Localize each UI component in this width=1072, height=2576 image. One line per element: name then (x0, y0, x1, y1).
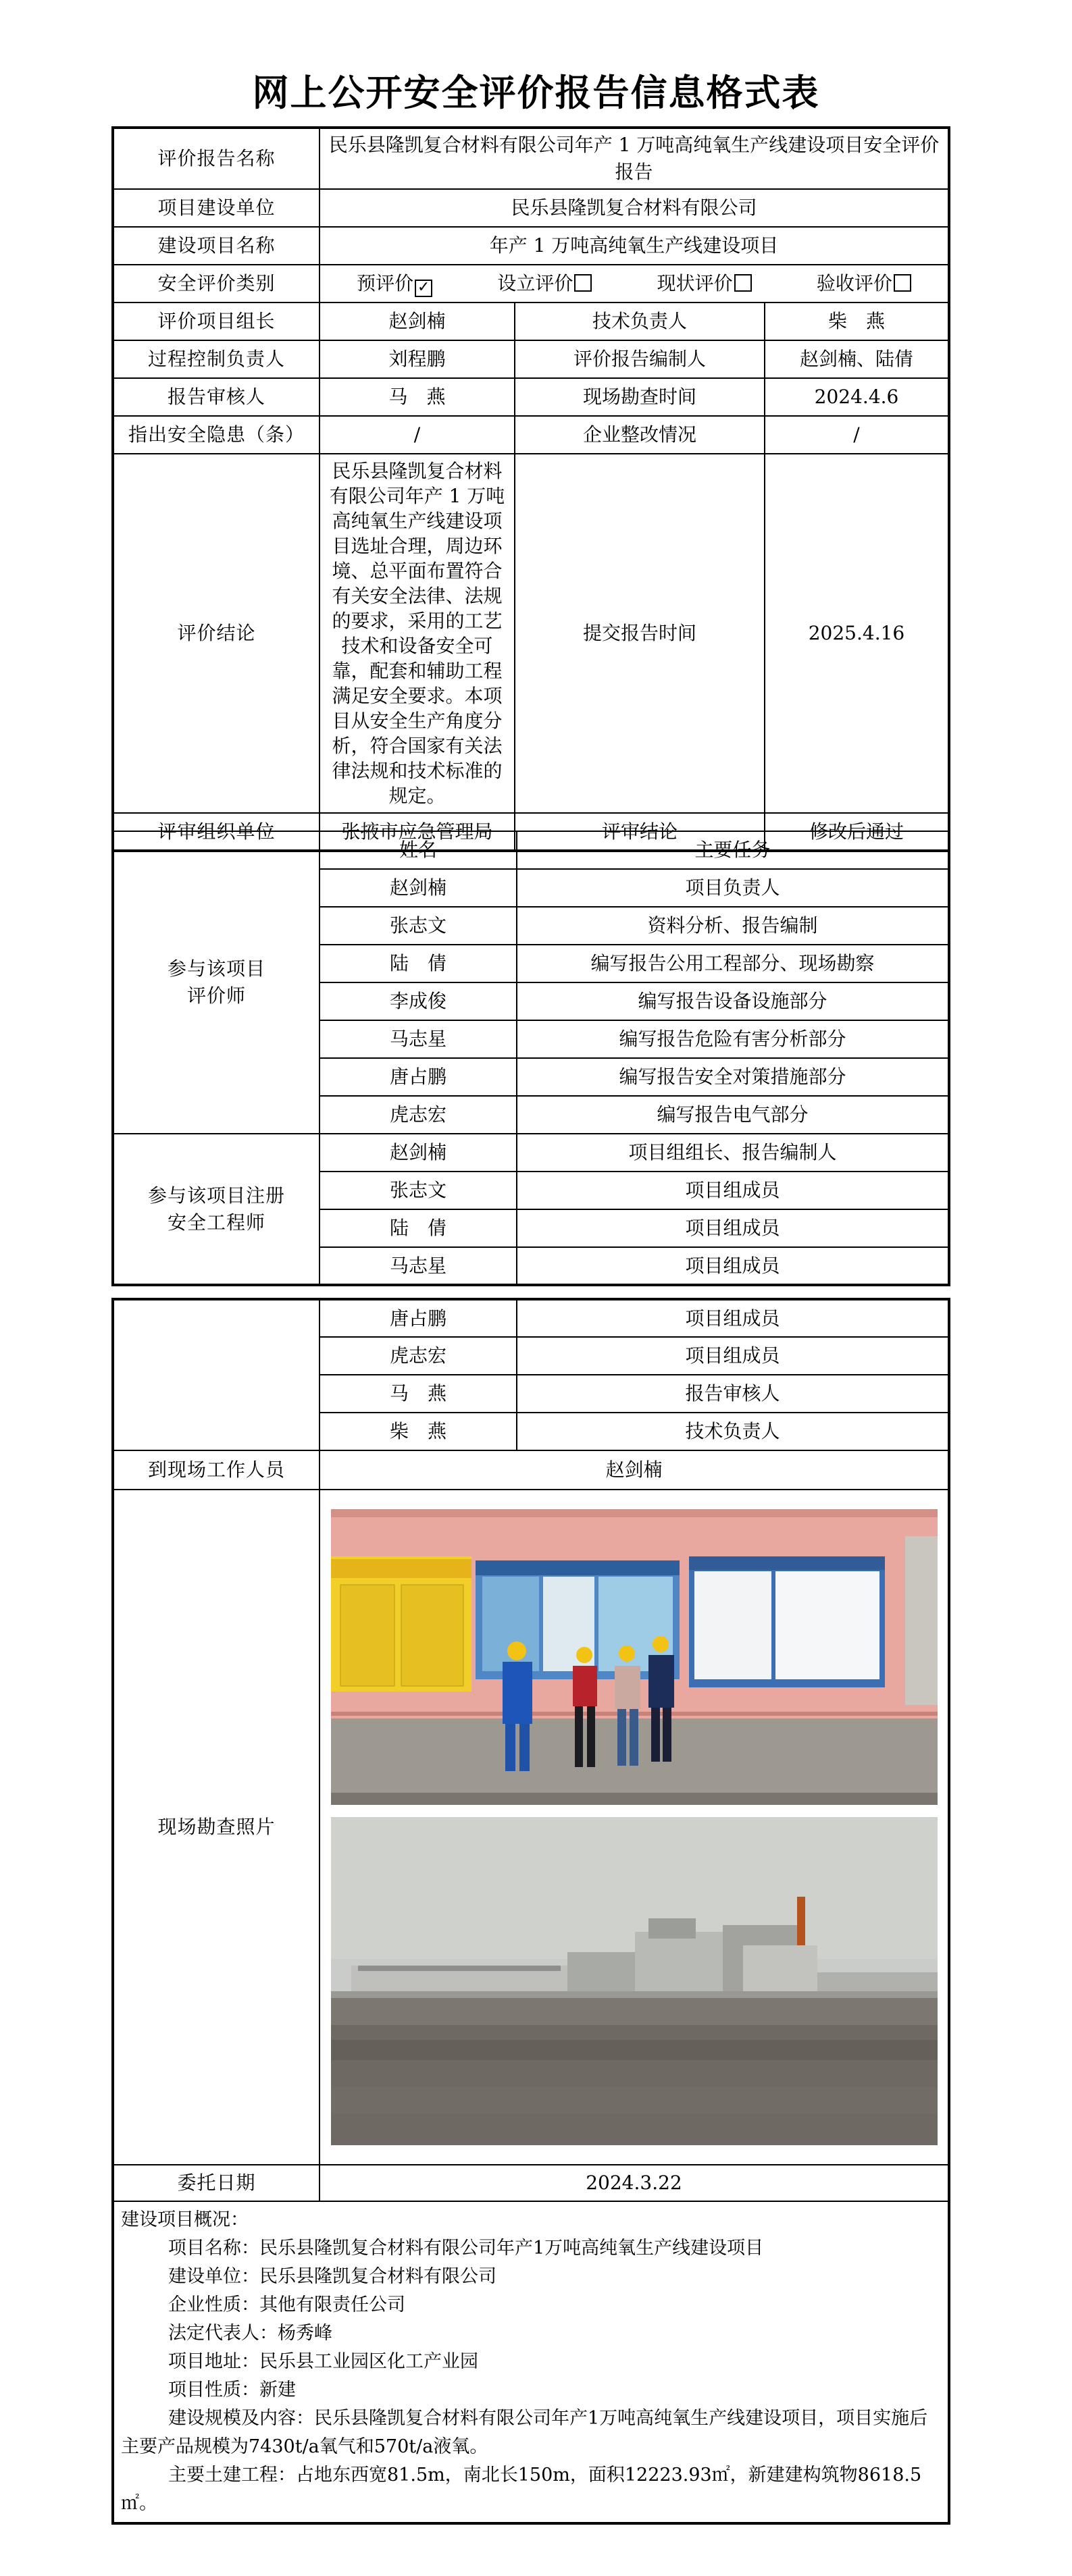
report-name-label: 评价报告名称 (113, 128, 320, 189)
overview-title: 建设项目概况： (121, 2209, 249, 2230)
engineer-task: 项目组成员 (517, 1247, 949, 1285)
category-label: 安全评价类别 (113, 265, 320, 303)
engineer-task: 项目组成员 (517, 1337, 949, 1375)
personnel-table (111, 831, 950, 1286)
assessor-name: 唐占鹏 (320, 1058, 517, 1096)
entrust: 2024.3.22 (320, 2165, 949, 2201)
overview-civil: 主要土建工程：占地东西宽81.5m，南北长150m，面积12223.93㎡，新建建构筑物8618.5㎡。 (121, 2465, 922, 2514)
builder: 民乐县隆凯复合材料有限公司 (320, 189, 949, 227)
col-task: 主要任务 (517, 831, 949, 869)
review-org-label: 评审组织单位 (113, 813, 320, 851)
category-pre: 预评价 ✓ (357, 270, 432, 297)
assessor-name: 张志文 (320, 907, 517, 945)
info-table-2 (111, 1298, 950, 2525)
info-table-1 (111, 126, 950, 852)
project-overview (113, 2201, 949, 2523)
assessor-task: 编写报告危险有害分析部分 (517, 1020, 949, 1058)
submit-label: 提交报告时间 (515, 454, 765, 813)
site-photo-plant-image (331, 1817, 938, 2145)
hazards-label: 指出安全隐患（条） (113, 416, 320, 454)
page-title: 网上公开安全评价报告信息格式表 (252, 72, 820, 114)
photos-label: 现场勘查照片 (113, 1490, 320, 2165)
project-label: 建设项目名称 (113, 227, 320, 265)
overview-rep: 法定代表人：杨秀峰 (168, 2323, 332, 2344)
leader-label: 评价项目组长 (113, 303, 320, 340)
engineer-task: 技术负责人 (517, 1413, 949, 1450)
overview-addr: 项目地址：民乐县工业园区化工产业园 (168, 2351, 478, 2372)
overview-nature: 企业性质：其他有限责任公司 (168, 2294, 405, 2315)
category-accept: 验收评价 (817, 270, 911, 297)
review-result: 修改后通过 (765, 813, 949, 851)
overview-type: 项目性质：新建 (168, 2380, 296, 2400)
assessor-task: 编写报告设备设施部分 (517, 982, 949, 1020)
engineers-label: 参与该项目注册安全工程师 (113, 1134, 320, 1285)
project: 年产 1 万吨高纯氧生产线建设项目 (320, 227, 949, 265)
tech: 柴 燕 (765, 303, 949, 340)
reviewer: 马 燕 (320, 378, 515, 416)
overview-unit: 建设单位：民乐县隆凯复合材料有限公司 (168, 2266, 496, 2287)
onsite-label: 到现场工作人员 (113, 1450, 320, 1490)
assessor-name: 陆 倩 (320, 945, 517, 982)
engineer-task: 项目组成员 (517, 1209, 949, 1247)
submit: 2025.4.16 (765, 454, 949, 813)
assessor-name: 李成俊 (320, 982, 517, 1020)
conclusion: 民乐县隆凯复合材料有限公司年产 1 万吨高纯氧生产线建设项目选址合理，周边环境、总平面布置符合有关安全法律、法规的要求，采用的工艺技术和设备安全可靠，配套和辅助工程满足安全要求。本项目从安全生产角度分析，符合国家有关法律法规和技术标准的规定。 (320, 454, 515, 813)
assessor-name: 虎志宏 (320, 1096, 517, 1134)
assessor-task: 资料分析、报告编制 (517, 907, 949, 945)
category-options (320, 265, 949, 303)
photos-cell (320, 1490, 949, 2165)
writer: 赵剑楠、陆倩 (765, 340, 949, 378)
engineers-cont-label (113, 1299, 320, 1450)
leader: 赵剑楠 (320, 303, 515, 340)
survey-time: 2024.4.6 (765, 378, 949, 416)
process: 刘程鹏 (320, 340, 515, 378)
process-label: 过程控制负责人 (113, 340, 320, 378)
engineer-task: 项目组组长、报告编制人 (517, 1134, 949, 1172)
assessor-task: 编写报告公用工程部分、现场勘察 (517, 945, 949, 982)
engineer-name: 马志星 (320, 1247, 517, 1285)
engineer-name: 张志文 (320, 1172, 517, 1209)
overview-scale: 建设规模及内容：民乐县隆凯复合材料有限公司年产1万吨高纯氧生产线建设项目，项目实施后主要产品规模为7430t/a氧气和570t/a液氧。 (121, 2408, 928, 2457)
onsite: 赵剑楠 (320, 1450, 949, 1490)
engineer-name: 虎志宏 (320, 1337, 517, 1375)
rectify-label: 企业整改情况 (515, 416, 765, 454)
writer-label: 评价报告编制人 (515, 340, 765, 378)
survey-time-label: 现场勘查时间 (515, 378, 765, 416)
entrust-label: 委托日期 (113, 2165, 320, 2201)
report-name: 民乐县隆凯复合材料有限公司年产 1 万吨高纯氧生产线建设项目安全评价报告 (320, 128, 949, 189)
hazards: / (320, 416, 515, 454)
engineer-name: 马 燕 (320, 1375, 517, 1413)
review-result-label: 评审结论 (515, 813, 765, 851)
empty-box-icon (894, 274, 911, 292)
checked-box-icon: ✓ (415, 280, 432, 297)
engineer-name: 赵剑楠 (320, 1134, 517, 1172)
reviewer-label: 报告审核人 (113, 378, 320, 416)
overview-name: 项目名称：民乐县隆凯复合材料有限公司年产1万吨高纯氧生产线建设项目 (168, 2238, 764, 2259)
col-name: 姓名 (320, 831, 517, 869)
engineer-task: 项目组成员 (517, 1299, 949, 1337)
engineer-name: 柴 燕 (320, 1413, 517, 1450)
assessor-task: 编写报告安全对策措施部分 (517, 1058, 949, 1096)
empty-box-icon (734, 274, 752, 292)
site-photo-team-image (331, 1509, 938, 1805)
category-status: 现状评价 (657, 270, 752, 297)
engineer-name: 陆 倩 (320, 1209, 517, 1247)
engineer-name: 唐占鹏 (320, 1299, 517, 1337)
site-photo-plant (331, 1817, 938, 2145)
category-setup: 设立评价 (497, 270, 592, 297)
rectify: / (765, 416, 949, 454)
assessor-name: 马志星 (320, 1020, 517, 1058)
assessor-task: 项目负责人 (517, 869, 949, 907)
assessor-name: 赵剑楠 (320, 869, 517, 907)
engineer-task: 项目组成员 (517, 1172, 949, 1209)
engineer-task: 报告审核人 (517, 1375, 949, 1413)
tech-label: 技术负责人 (515, 303, 765, 340)
site-photo-team (331, 1509, 938, 1805)
builder-label: 项目建设单位 (113, 189, 320, 227)
assessors-label: 参与该项目评价师 (113, 831, 320, 1134)
assessor-task: 编写报告电气部分 (517, 1096, 949, 1134)
conclusion-label: 评价结论 (113, 454, 320, 813)
review-org: 张掖市应急管理局 (320, 813, 515, 851)
empty-box-icon (574, 274, 592, 292)
